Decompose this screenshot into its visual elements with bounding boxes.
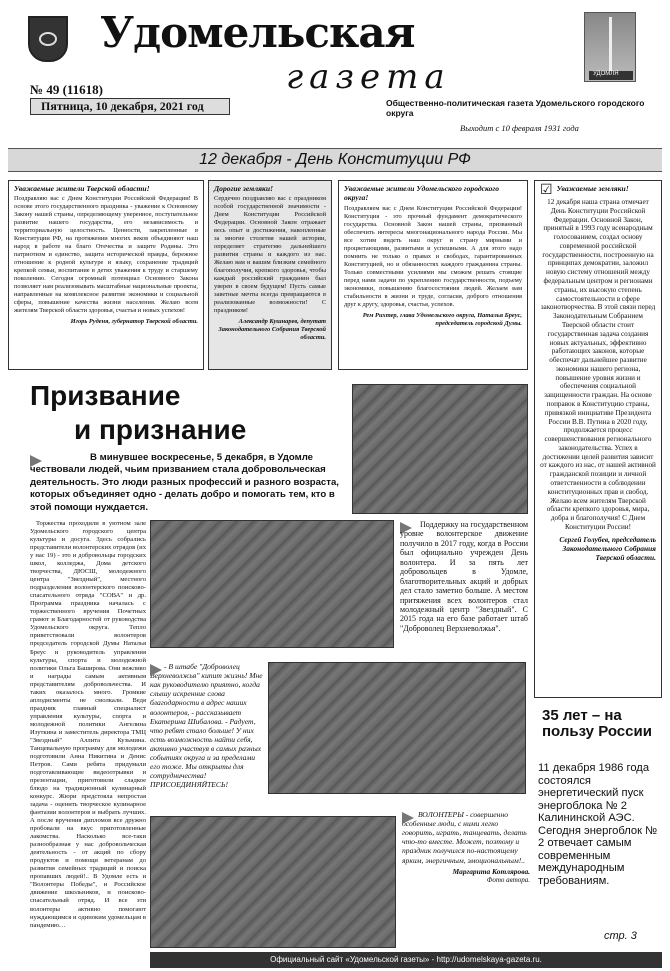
newspaper-title: Удомельская: [100, 8, 415, 57]
issue-date: Пятница, 10 декабря, 2021 год: [30, 98, 230, 115]
checkmark-icon: ☑: [540, 183, 553, 198]
award-ceremony-photo: [268, 662, 526, 794]
newspaper-title-script: газета: [286, 57, 451, 97]
article-headline: Призвание: [30, 380, 181, 411]
arrow-icon: [402, 812, 414, 824]
greeting-text: 12 декабря наша страна отмечает День Конституции Российской Федерации. Основной Закон, принятый в 1993 году всенародным голосованием, создал основу современной российской государственности, построенную на принципах демократии, заложил новую систему отношений между федеральным центром и регионами страны, их высокую степень самостоятельности в сфере законотворчества. В этой связи перед Законодательным Собранием Тверской области стоит государственная задача создания новых актуальных, эффективно работающих законов, которые обеспечат дальнейшее развитие экономики нашего региона, повышение уровня жизни и обеспечения социальной защищенности граждан. На основе поправок в Конституцию страны, привязкой инициативе Президента России В.В. Путина в 2020 году, продолжается процесс совершенствования регионального законодательства. Успех в достижении целей развития зависит от каждого из нас, от нашей активной гражданской позиции и личной ответственности в соблюдении конституционных прав и свобод. Желаю всем жителям Тверской области крепкого здоровья, мира, добра и благополучия! С Днем Конституции России!: [540, 198, 656, 531]
quote-text: ВОЛОНТЕРЫ - совершенно особенные люди, с ними легко говорить, играть, танцевать, делать что-то вместе. Может, поэтому и праздник получился по-настоящему ярким, энергичным, эмоциональным!..: [402, 810, 527, 865]
newspaper-subtitle: Общественно-политическая газета Удомельского городского округа: [386, 98, 645, 118]
greeting-signature: Александр Кушнарев, депутат Законодательного Собрания Тверской области.: [218, 318, 326, 342]
greeting-text: Поздравляю вас с Днем Конституции Российской Федерации! В основе этого государственного праздника - уважение к Основному Закону нашей страны, определяющему уверенное, поступательное развитие нашего государства, его независимость и территориальную целостность. Ценности, закрепленные в Конституции РФ, на протяжении многих веков объединяют наш народ в работе на благо Отечества и защите Родины. Это патриотизм и единство, защита исторической правды, бережное отношение к родной культуре и языку, сохранение традиций крепкой семьи, воспитание в детях уважения к труду и старшему поколению. Сегодня огромный потенциал Основного Закона позволяет нам реализовывать масштабные национальные проекты, направленные на комплексное развитие экономики и социальной сферы, повышение качества жизни населения. Желаю всем жителям Тверской области здоровья, счастья и новых успехов!: [14, 195, 198, 315]
greeting-assembly-chair: [534, 180, 662, 698]
coat-of-arms-icon: [28, 16, 68, 62]
article-column-left: [30, 520, 146, 948]
greeting-signature: Игорь Руденя, губернатор Тверской области.: [70, 318, 198, 326]
greeting-title: Уважаемые жители Удомельского городского округа!: [344, 184, 499, 203]
greeting-signature: Сергей Голубев, председатель Законодательного Собрания Тверской области.: [559, 534, 656, 563]
constitution-day-banner: 12 декабря - День Конституции РФ: [8, 148, 662, 172]
article-lead: В минувшее воскресенье, 5 декабря, в Удомле чествовали людей, чьим призванием стала добровольческая деятельность. Это люди разных профессий и разного возраста, которых объединяет одно - делать добро и помогать тем, кто в этой помощи нуждается.: [30, 452, 339, 513]
greeting-governor: [8, 180, 204, 370]
greeting-title: Уважаемые земляки!: [556, 184, 629, 193]
volunteers-flag-photo: [352, 384, 528, 514]
quote-box-2: [402, 810, 530, 950]
greeting-title: Дорогие земляки!: [214, 184, 274, 193]
photo-sign: УДОМЛЯ: [593, 71, 619, 77]
article-text: Поддержку на государственном уровне волонтерское движение получило в 2017 году, когда в России был официально учрежден День волонтера. И за пять лет добровольцев в Удомле, благотворительных акций и добрых дел стало заметно больше. А местом притяжения всех волонтеров стал молодежный центр "Звездный". С 2015 года на его базе работает штаб "Доброволец Верхневолжья".: [400, 520, 528, 633]
arrow-icon: [150, 664, 162, 676]
greeting-signature: Рем Рихтер, глава Удомельского округа, Наталья Бреус, председатель городской Думы.: [362, 311, 522, 327]
sidebar-text: 11 декабря 1986 года состоялся энергетический пуск энергоблока № 2 Калининской АЭС. Сегодня энергоблок № 2 отвечает самым современным международным требованиям.: [538, 762, 658, 887]
article-text: Торжества проходили в уютном зале Удомельского городского центра культуры и досуга. Здесь собрались представители волонтерских отрядов (их у нас 19) - это и добровольцы городских школ, колледжа, Дома детского творчества, ДЮСШ, молодежного центра "Звездный", местного подразделения волонтерского поисково-спасательного отряда "СОВА" и др. Программа праздника началась с торжественного вручения Почетных грамот и Благодарностей от руководства Удомельского округа. Тепло приветствовали волонтеров председатель городской Думы Наталья Бреус и руководитель управления культуры, спорта и молодежной политики Ольга Баширова. Они вежливо и награды самым активным представителям добровольчества. И таких оказалось много. Громкие аплодисменты не смолкали. Ведя праздник главный специалист управления культуры, спорта и молодежной политики Ангелина Изуткина и заместитель директора ТМЦ "Звездный" Аллита Кузьмина. Танцевальную программу для молодежи подготовили Анна Никитина и Денис Петров. Сами ребята придумали подготавливающие видеоотрывки и презентации, приготовили сладкое блюдо на традиционный кулинарный конкурс. Жюри предстояла непростая задача - оценить творческое кулинарное фантазии волонтеров и выбрать лучших. А после вручения дипломов все дружно пробовали на вкус приготовленные лакомства. Насколько все-таки разнообразная у нас добровольческая деятельность - от акций по сбору продуктов и помощи ветеранам до развития семейных традиций и поиска пропавших людей!.. В Удомле есть и "Волонтеры Победы", и Российское движение школьников, и поисково-спасательный отряд. И все эти волонтеры активно помогают нуждающимся и одиноким удомельцам в пандемию…: [30, 520, 146, 929]
footer-website[interactable]: Официальный сайт «Удомельской газеты» - http://udomelskaya-gazeta.ru.: [150, 952, 662, 968]
published-since: Выходит с 10 февраля 1931 года: [460, 123, 579, 133]
page-number: стр. 3: [604, 930, 637, 942]
monument-photo: [584, 12, 636, 82]
issue-number: № 49 (11618): [30, 82, 104, 97]
greeting-district-head: [338, 180, 528, 370]
greeting-title: Уважаемые жители Тверской области!: [14, 184, 150, 193]
article-author: Маргарита Котлярова.: [452, 866, 530, 876]
article-column-right: [400, 520, 528, 656]
quote-box: [150, 662, 264, 810]
audience-photo: [150, 816, 396, 948]
photo-credit: Фото автора.: [486, 875, 530, 884]
greeting-text: Поздравляем вас с Днем Конституции Российской Федерации! Конституция - это прочный фундамент демократического государства. Основной Закон нашей страны, призванный обеспечить интересы многонационального народа России. Мы все хотим видеть наш округ и страну мирными и процветающими, развитыми и успешными. А для этого надо помнить не только о правах и свободах, гарантированных Конституцией, но и обязанностях каждого гражданина страны. Только совместными усилиями мы сможем решать стоящие перед нами задачи по укреплению государственности, подъему экономики, повышению благосостояния людей. Желаем вам стабильности в жизни и труде, согласия, доброго отношения друг к другу, здоровья, счастья, успехов.: [344, 204, 522, 308]
article-headline-2: и признание: [74, 414, 247, 445]
quote-text: - В штабе "Доброволец Верхневолжья" кипит жизнь! Мне как руководителю приятно, когда слышу искренние слова благодарности в адрес наших волонтеров, - рассказывает Екатерина Шибалова. - Радует, что ребят стало больше! У них есть возможность найти себя, активно участвуя в самых разных событиях округа и за пределами его тоже. Мы открыты для сотрудничества! ПРИСОЕДИНЯЙТЕСЬ!: [150, 662, 263, 790]
sidebar-headline: 35 лет – на пользу России: [542, 707, 652, 741]
greeting-deputy: [208, 180, 332, 370]
volunteers-group-photo: [150, 520, 394, 648]
greeting-text: Сердечно поздравляю вас с праздником особой государственной значимости - Днем Конституции Российской Федерации. Основной Закон отражает весь опыт и достижения, накопленные за многие столетия нашей истории, определяет стратегию дальнейшего развития страны и каждого из нас. Желаю вам и вашим близким семейного благополучия, крепкого здоровья, чтобы каждый российский гражданин был уверен в своем будущем! Пусть самые заветные мечты всегда превращаются в реализованные возможности! С праздником!: [214, 195, 326, 315]
